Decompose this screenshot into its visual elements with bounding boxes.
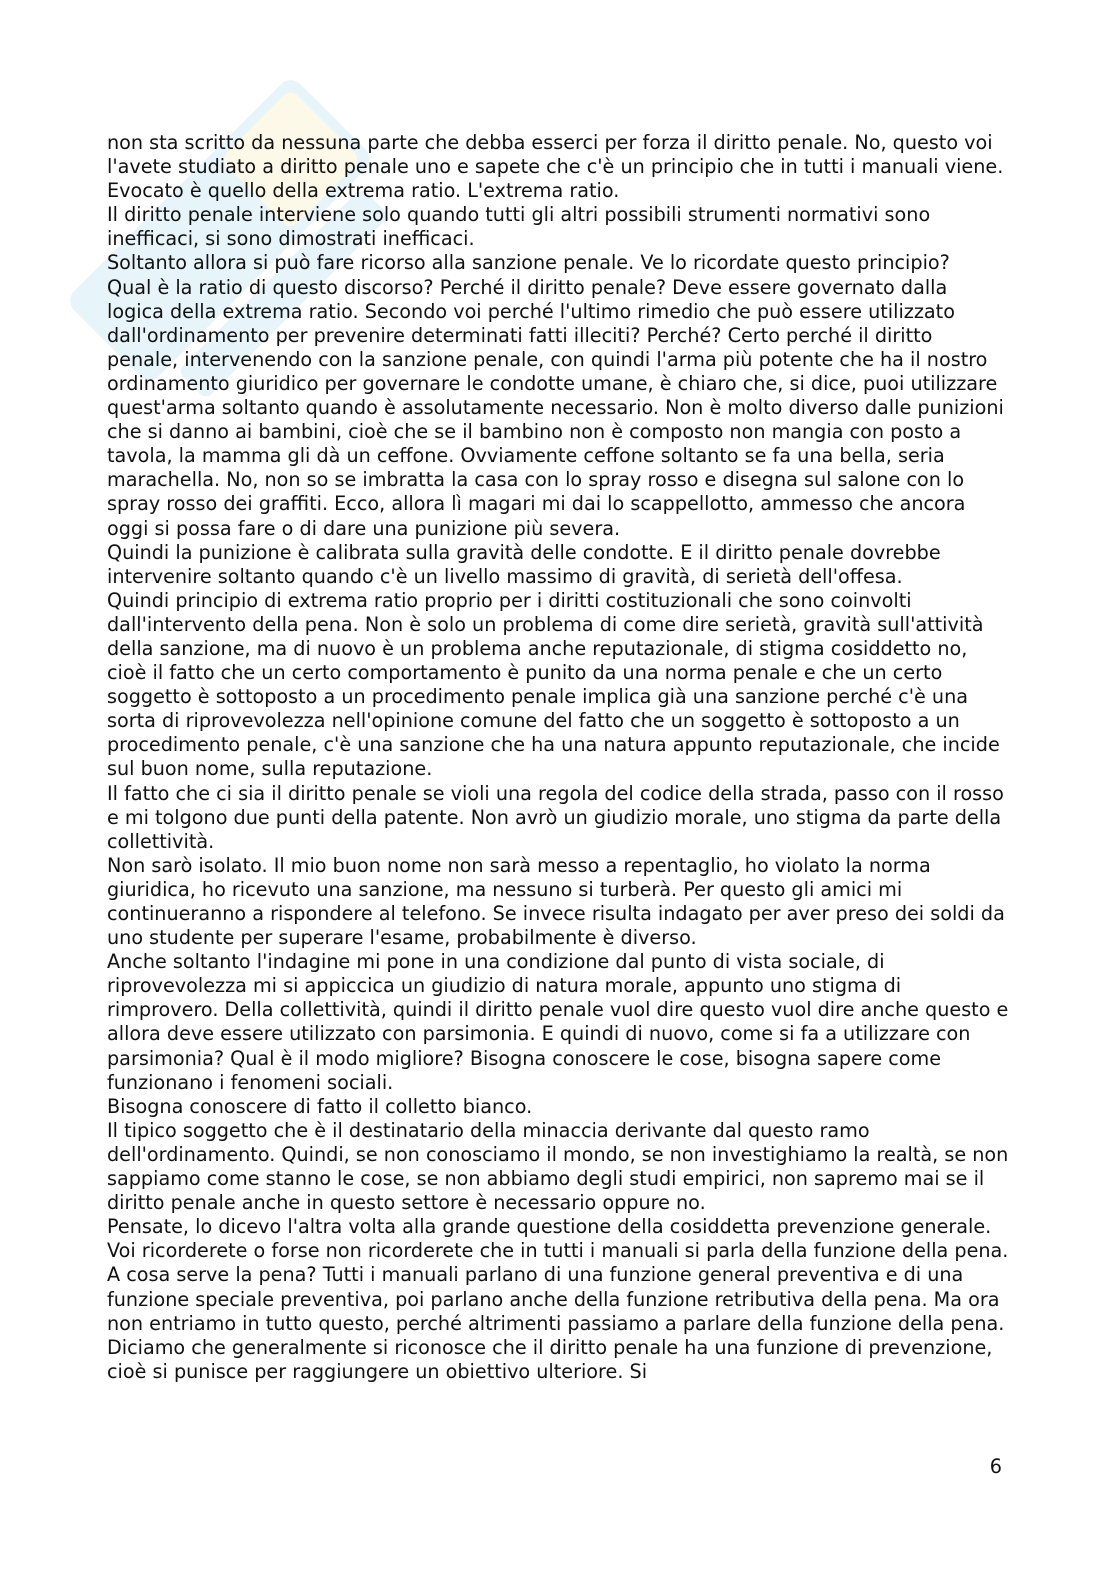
document-body	[107, 131, 1009, 1384]
paragraph-2: Il diritto penale interviene solo quando tutti gli altri possibili strumenti normativi sono inefficaci, si sono dimostrati inefficaci.	[107, 203, 931, 251]
paragraph-6: Quindi principio di extrema ratio proprio per i diritti costituzionali che sono coinvolti dall'intervento della pena. Non è solo un problema di come dire serietà, gravità sull'attività della sanzione, ma di nuovo è un problema anche reputazionale, di stigma cosiddetto no, cioè il fatto che un certo comportamento è punito da una norma penale e che un certo soggetto è sottoposto a un procedimento penale implica già una sanzione perché c'è una sorta di riprovevolezza nell'opinione comune del fatto che un soggetto è sottoposto a un procedimento penale, c'è una sanzione che ha una natura appunto reputazionale, che incide sul buon nome, sulla reputazione.	[107, 588, 1000, 781]
paragraph-1: non sta scritto da nessuna parte che debba esserci per forza il diritto penale. No, questo voi l'avete studiato a diritto penale uno e sapete che c'è un principio che in tutti i manuali viene. Evocato è quello della extrema ratio. L'extrema ratio.	[107, 131, 1004, 203]
paragraph-13: A cosa serve la pena? Tutti i manuali parlano di una funzione general preventiva e di una funzione speciale preventiva, poi parlano anche della funzione retributiva della pena. Ma ora non entriamo in tutto questo, perché altrimenti passiamo a parlare della funzione della pena. Diciamo che generalmente si riconosce che il diritto penale ha una funzione di prevenzione, cioè si punisce per raggiungere un obiettivo ulteriore. Si	[107, 1263, 1005, 1383]
page-number: 6	[989, 1455, 1002, 1478]
paragraph-8: Non sarò isolato. Il mio buon nome non sarà messo a repentaglio, ho violato la norma giuridica, ho ricevuto una sanzione, ma nessuno si turberà. Per questo gli amici mi continueranno a rispondere al telefono. Se invece risulta indagato per aver preso dei soldi da uno studente per superare l'esame, probabilmente è diverso.	[107, 853, 1005, 950]
paragraph-3: Soltanto allora si può fare ricorso alla sanzione penale. Ve lo ricordate questo principio?	[107, 251, 950, 275]
paragraph-5: Quindi la punizione è calibrata sulla gravità delle condotte. E il diritto penale dovrebbe intervenire soltanto quando c'è un livello massimo di gravità, di serietà dell'offesa.	[107, 540, 941, 588]
paragraph-4: Qual è la ratio di questo discorso? Perché il diritto penale? Deve essere governato dalla logica della extrema ratio. Secondo voi perché l'ultimo rimedio che può essere utilizzato dall'ordinamento per prevenire determinati fatti illeciti? Perché? Certo perché il diritto penale, intervenendo con la sanzione penale, con quindi l'arma più potente che ha il nostro ordinamento giuridico per governare le condotte umane, è chiaro che, si dice, puoi utilizzare quest'arma soltanto quando è assolutamente necessario. Non è molto diverso dalle punizioni che si danno ai bambini, cioè che se il bambino non è composto non mangia con posto a tavola, la mamma gli dà un ceffone. Ovviamente ceffone soltanto se fa una bella, seria marachella. No, non so se imbratta la casa con lo spray rosso e disegna sul salone con lo spray rosso dei graffiti. Ecco, allora lì magari mi dai lo scappellotto, ammesso che ancora oggi si possa fare o di dare una punizione più severa.	[107, 275, 1004, 540]
paragraph-9: Anche soltanto l'indagine mi pone in una condizione dal punto di vista sociale, di riprovevolezza mi si appiccica un giudizio di natura morale, appunto uno stigma di rimprovero. Della collettività, quindi il diritto penale vuol dire questo vuol dire anche questo e allora deve essere utilizzato con parsimonia. E quindi di nuovo, come si fa a utilizzare con parsimonia? Qual è il modo migliore? Bisogna conoscere le cose, bisogna sapere come funzionano i fenomeni sociali.	[107, 950, 1009, 1094]
paragraph-11: Il tipico soggetto che è il destinatario della minaccia derivante dal questo ramo dell'ordinamento. Quindi, se non conosciamo il mondo, se non investighiamo la realtà, se non sappiamo come stanno le cose, se non abbiamo degli studi empirici, non sapremo mai se il diritto penale anche in questo settore è necessario oppure no.	[107, 1118, 1009, 1215]
paragraph-12: Pensate, lo dicevo l'altra volta alla grande questione della cosiddetta prevenzione generale. Voi ricorderete o forse non ricorderete che in tutti i manuali si parla della funzione della pena.	[107, 1215, 1009, 1263]
paragraph-10: Bisogna conoscere di fatto il colletto bianco.	[107, 1094, 533, 1118]
paragraph-7: Il fatto che ci sia il diritto penale se violi una regola del codice della strada, passo con il rosso e mi tolgono due punti della patente. Non avrò un giudizio morale, uno stigma da parte della collettività.	[107, 781, 1004, 853]
